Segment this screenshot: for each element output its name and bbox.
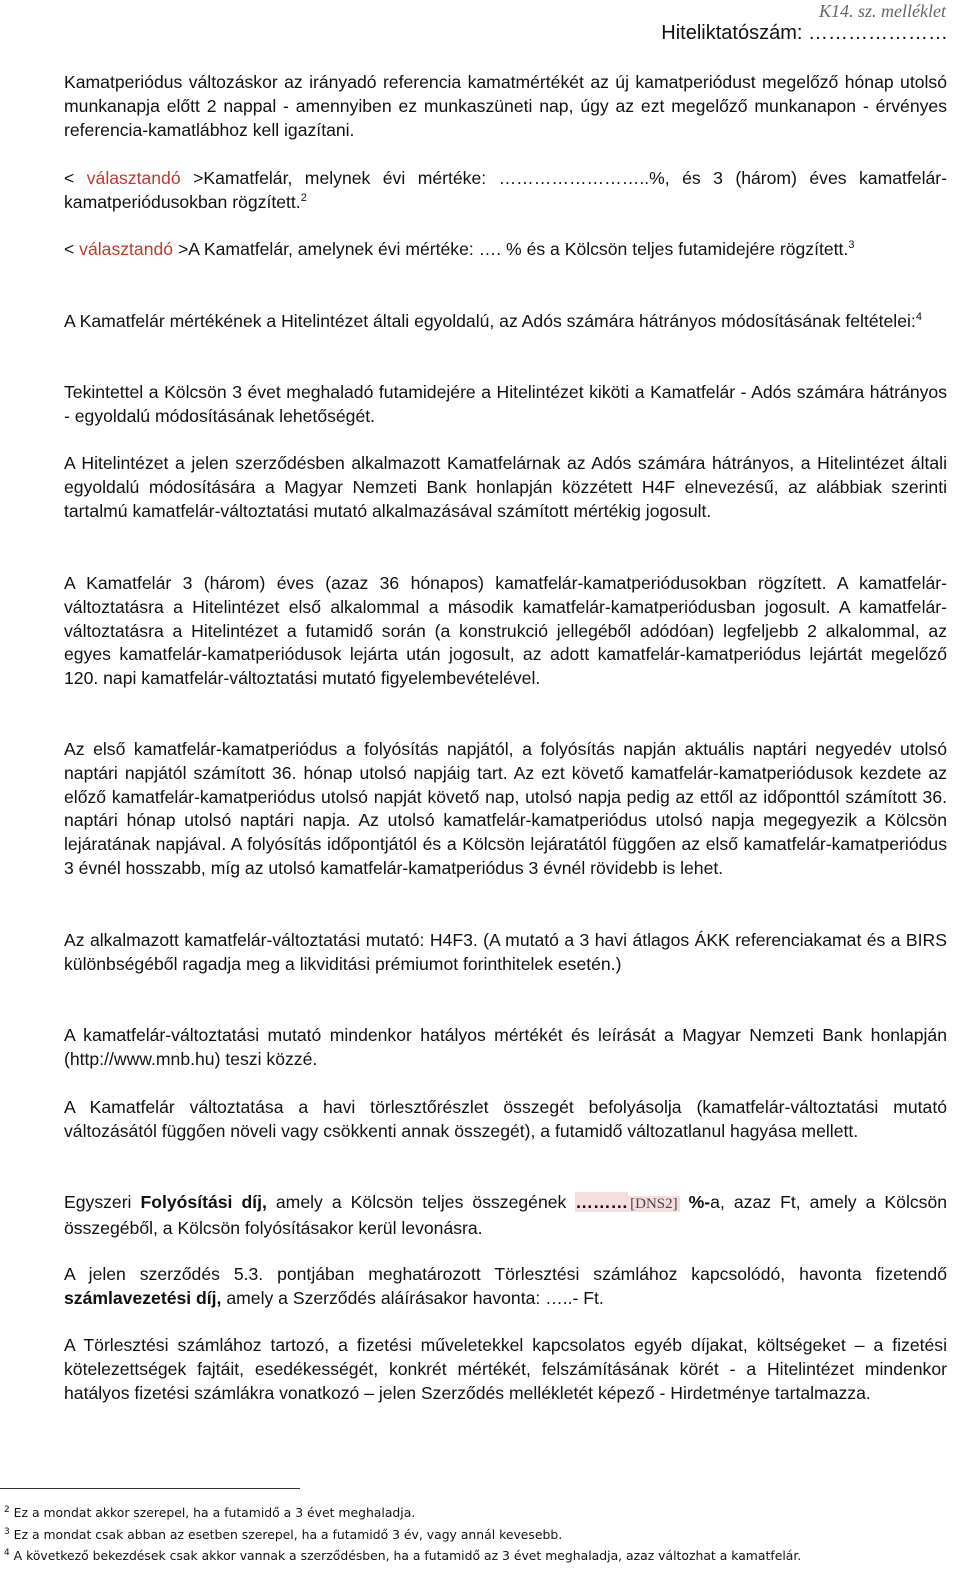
- footnote-4: $^4$ A következő bekezdések csak akkor vannak a szerződésben, ha a futamidő az 3 évet meghaladja, azaz változhat a kamatfelár.: [4, 1547, 802, 1563]
- comment-marker: [DNS2]: [630, 1196, 678, 1212]
- paragraph-margin-conditions: A Kamatfelár mértékének a Hitelintézet általi egyoldalú, az Adós számára hátrányos módosításának feltételei:$^4$: [64, 311, 922, 331]
- paragraph-margin-option-2: < választandó >A Kamatfelár, amelynek évi mértéke: …. % és a Kölcsön teljes futamidejére rögzített.$^3$: [64, 239, 855, 259]
- select-placeholder: választandó: [79, 239, 174, 259]
- paragraph-account-fee: A jelen szerződés 5.3. pontjában meghatározott Törlesztési számlához kapcsolódó, havonta fizetendő számlavezetési díj, amely a Szerződés aláírásakor havonta: …..- Ft.: [64, 1264, 947, 1308]
- footnote-ref-4: 4: [915, 311, 922, 324]
- paragraph-reference-rate: Kamatperiódus változáskor az irányadó referencia kamatmértékét az új kamatperiódust megelőző hónap utolsó munkanapja előtt 2 nappal - amennyiben ez munkaszüneti nap, úgy az ezt megelőző munkanapon - érvényes referencia-kamatlábhoz kell igazítani.: [64, 72, 947, 140]
- paragraph-first-period: Az első kamatfelár-kamatperiódus a folyósítás napjától, a folyósítás napján aktuális naptári negyedév utolsó naptári napjától számított 36. hónap utolsó napjáig tart. Az ezt követő kamatfelár-kamatperiódusok kezdete az előző kamatfelár-kamatperiódus utolsó napját követő nap, utolsó napja pedig az ettől az időponttól számított 36. naptári hónap utolsó naptári napja. Az utolsó kamatfelár-kamatperiódus utolsó napja megegyezik a Kölcsön lejáratának napjával. A folyósítás időpontjától és a Kölcsön lejáratától függően az első kamatfelár-kamatperiódus 3 évnél hosszabb, míg az utolsó kamatfelár-kamatperiódus 3 évnél rövidebb is lehet.: [64, 739, 947, 878]
- footnote-3: $^3$ Ez a mondat csak abban az esetben szerepel, ha a futamidő 3 év, vagy annál kevesebb.: [4, 1526, 563, 1542]
- select-placeholder: választandó: [86, 168, 181, 188]
- paragraph-margin-periods: A Kamatfelár 3 (három) éves (azaz 36 hónapos) kamatfelár-kamatperiódusokban rögzített. A kamatfelár-változtatásra a Hitelintézet első alkalommal a második kamatfelár-kamatperiódusban jogosult. A kamatfelár-változtatásra a Hitelintézet a futamidő során (a konstrukció jellegéből adódóan) legfeljebb 2 alkalommal, az egyes kamatfelár-kamatperiódusok lejárta után jogosult, az adott kamatfelár-kamatperiódus lejártát megelőző 120. napi kamatfelár-változtatási mutató figyelembevételével.: [64, 573, 947, 689]
- footnote-2: $^2$ Ez a mondat akkor szerepel, ha a futamidő a 3 évet meghaladja.: [4, 1504, 416, 1520]
- paragraph-disbursement-fee: Egyszeri Folyósítási díj, amely a Kölcsön teljes összegének ……… [DNS2] %-a, azaz Ft, amely a Kölcsön összegéből, a Kölcsön folyósításakor kerül levonásra.: [64, 1192, 948, 1238]
- paragraph-unilateral-right: Tekintettel a Kölcsön 3 évet meghaladó futamidejére a Hitelintézet kiköti a Kamatfelár - Adós számára hátrányos - egyoldalú módosításának lehetőségét.: [64, 382, 947, 426]
- paragraph-applied-indicator: Az alkalmazott kamatfelár-változtatási mutató: H4F3. (A mutató a 3 havi átlagos ÁKK referenciakamat és a BIRS különbségéből ragadja meg a likviditási prémiumot forinthitelek esetén.): [64, 930, 947, 974]
- annex-label: K14. sz. melléklet: [819, 1, 946, 21]
- paragraph-margin-option-1: < választandó >Kamatfelár, melynek évi mértéke: ……………………..%, és 3 (három) éves kamatfelár- kamatperiódusokban rögzített.$^2$: [64, 168, 947, 212]
- loan-reference-number: Hiteliktatószám: …………………: [661, 22, 948, 44]
- footnote-ref-3: 3: [848, 239, 855, 252]
- paragraph-h4f-indicator: A Hitelintézet a jelen szerződésben alkalmazott Kamatfelárnak az Adós számára hátrányos, a Hitelintézet általi egyoldalú módosítására a Magyar Nemzeti Bank honlapján közzétett H4F elnevezésű, az alábbiak szerinti tartalmú kamatfelár-változtatási mutató alkalmazásával számított mértékig jogosult.: [64, 453, 947, 521]
- paragraph-installment-effect: A Kamatfelár változtatása a havi törlesztőrészlet összegét befolyásolja (kamatfelár-változtatási mutató változásától függően növeli vagy csökkenti annak összegét), a futamidő változatlanul hagyása mellett.: [64, 1097, 947, 1141]
- footnote-ref-2: 2: [300, 191, 307, 204]
- footnote-separator: [0, 1488, 300, 1489]
- fee-amount-placeholder: ………: [575, 1192, 629, 1212]
- paragraph-other-fees: A Törlesztési számlához tartozó, a fizetési műveletekkel kapcsolatos egyéb díjakat, költségeket – a fizetési kötelezettségek fajtáit, esedékességét, konkrét mértékét, felszámításának körét - a Hitelintézet mindenkor hatályos fizetési számlákra vonatkozó – jelen Szerződés mellékletét képező - Hirdetménye tartalmazza.: [64, 1335, 947, 1403]
- paragraph-mnb-publication: A kamatfelár-változtatási mutató mindenkor hatályos mértékét és leírását a Magyar Nemzeti Bank honlapján (http://www.mnb.hu) teszi közzé.: [64, 1025, 947, 1069]
